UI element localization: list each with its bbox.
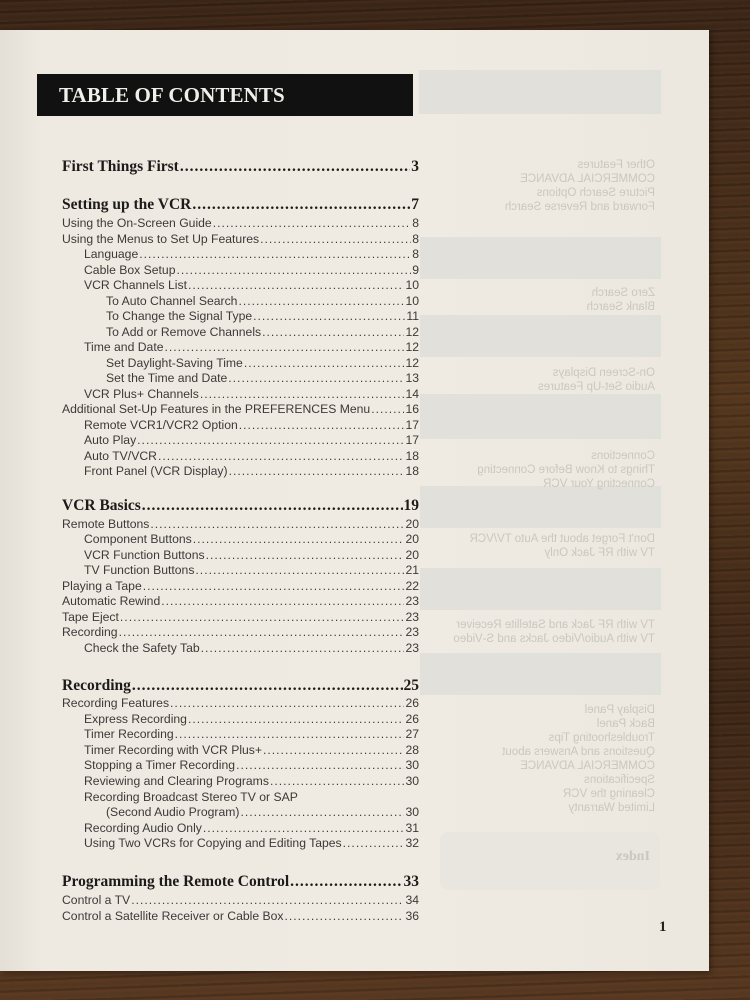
dot-leader xyxy=(131,893,404,907)
dot-leader xyxy=(119,625,405,639)
bleed-through-band xyxy=(420,653,661,695)
toc-entry[interactable]: Using the Menus to Set Up Features ..... 8 xyxy=(62,232,419,246)
toc-entry[interactable]: Timer Recording ..... 27 xyxy=(84,727,419,741)
dot-leader xyxy=(228,371,404,385)
dot-leader xyxy=(244,356,405,370)
dot-leader xyxy=(150,517,404,531)
toc-entry[interactable]: Auto TV/VCR ..... 18 xyxy=(84,449,419,463)
toc-entry[interactable]: Control a Satellite Receiver or Cable Box ..... 36 xyxy=(62,909,419,923)
dot-leader xyxy=(193,532,405,546)
dot-leader xyxy=(201,641,405,655)
dot-leader xyxy=(170,696,404,710)
dot-leader xyxy=(142,497,403,515)
dot-leader xyxy=(139,247,411,261)
toc-entry[interactable]: Language ..... 8 xyxy=(84,247,419,261)
bleed-through-text: TV with RF Jack and Satellite Receiver TV with Audio/Video Jacks and S-Video xyxy=(453,619,655,645)
toc-entry[interactable]: Front Panel (VCR Display) ..... 18 xyxy=(84,464,419,478)
dot-leader xyxy=(180,158,410,176)
dot-leader xyxy=(132,677,403,695)
toc-entry[interactable]: Recording Audio Only ..... 31 xyxy=(84,821,419,835)
dot-leader xyxy=(161,594,404,608)
toc-entry[interactable]: To Auto Channel Search ..... 10 xyxy=(106,294,419,308)
dot-leader xyxy=(285,909,405,923)
toc-chapter[interactable]: VCR Basics ..... 19 xyxy=(62,497,419,515)
dot-leader xyxy=(195,563,404,577)
dot-leader xyxy=(239,418,405,432)
bleed-through-text: Zero Search Blank Search xyxy=(586,287,655,313)
toc-chapter[interactable]: Programming the Remote Control ..... 33 xyxy=(62,873,419,891)
toc-entry[interactable]: Time and Date ..... 12 xyxy=(84,340,419,354)
bleed-through-text: Don't Forget about the Auto TV/VCR TV with RF Jack Only xyxy=(469,533,655,559)
toc-entry[interactable]: Auto Play ..... 17 xyxy=(84,433,419,447)
bleed-through-band xyxy=(420,394,661,439)
toc-entry[interactable]: VCR Function Buttons ..... 20 xyxy=(84,548,419,562)
dot-leader xyxy=(238,294,404,308)
toc-entry[interactable]: Recording Features ..... 26 xyxy=(62,696,419,710)
toc-entry[interactable]: Additional Set-Up Features in the PREFERENCES Menu ..... 16 xyxy=(62,402,419,416)
page-title-bar xyxy=(37,74,413,116)
toc-entry[interactable]: Automatic Rewind ..... 23 xyxy=(62,594,419,608)
toc-entry[interactable]: (Second Audio Program) ..... 30 xyxy=(106,805,419,819)
toc-entry[interactable]: Timer Recording with VCR Plus+ ..... 28 xyxy=(84,743,419,757)
dot-leader xyxy=(175,727,405,741)
toc-entry[interactable]: Component Buttons ..... 20 xyxy=(84,532,419,546)
dot-leader xyxy=(176,263,411,277)
dot-leader xyxy=(213,216,412,230)
toc-entry[interactable]: Tape Eject ..... 23 xyxy=(62,610,419,624)
dot-leader xyxy=(143,579,405,593)
dot-leader xyxy=(229,464,405,478)
dot-leader xyxy=(263,743,404,757)
dot-leader xyxy=(371,402,404,416)
toc-entry[interactable]: VCR Channels List ..... 10 xyxy=(84,278,419,292)
toc-entry[interactable]: Remote VCR1/VCR2 Option ..... 17 xyxy=(84,418,419,432)
bleed-through-band xyxy=(420,315,661,357)
dot-leader xyxy=(200,387,405,401)
dot-leader xyxy=(253,309,405,323)
page-title: TABLE OF CONTENTS xyxy=(59,83,285,107)
toc-entry[interactable]: Playing a Tape ..... 22 xyxy=(62,579,419,593)
toc-entry[interactable]: Using Two VCRs for Copying and Editing Tapes ..... 32 xyxy=(84,836,419,850)
toc-entry[interactable]: Cable Box Setup ..... 9 xyxy=(84,263,419,277)
dot-leader xyxy=(188,278,404,292)
toc-entry[interactable]: Express Recording ..... 26 xyxy=(84,712,419,726)
bleed-through-text: Index xyxy=(615,849,650,864)
toc-entry[interactable]: Stopping a Timer Recording ..... 30 xyxy=(84,758,419,772)
bleed-through-text: On-Screen Displays Audio Set-Up Features xyxy=(538,367,655,393)
toc-entry[interactable]: To Change the Signal Type ..... 11 xyxy=(106,309,419,323)
toc-entry[interactable]: Using the On-Screen Guide ..... 8 xyxy=(62,216,419,230)
dot-leader xyxy=(120,610,405,624)
toc-entry[interactable]: Control a TV ..... 34 xyxy=(62,893,419,907)
bleed-through-text: Connections Things to Know Before Connecting Connecting Your VCR xyxy=(477,450,655,490)
toc-entry[interactable]: Reviewing and Clearing Programs ..... 30 xyxy=(84,774,419,788)
toc-entry[interactable]: VCR Plus+ Channels ..... 14 xyxy=(84,387,419,401)
toc-chapter[interactable]: Setting up the VCR ..... 7 xyxy=(62,196,419,214)
dot-leader xyxy=(192,196,410,214)
toc-chapter[interactable]: Recording ..... 25 xyxy=(62,677,419,695)
page-number: 1 xyxy=(659,919,667,935)
dot-leader xyxy=(270,774,405,788)
bleed-through-band xyxy=(420,237,661,279)
toc-entry[interactable]: Recording Broadcast Stereo TV or SAP xyxy=(84,790,298,804)
dot-leader xyxy=(203,821,405,835)
dot-leader xyxy=(158,449,405,463)
bleed-through-band xyxy=(420,568,661,610)
toc-entry[interactable]: Set the Time and Date ..... 13 xyxy=(106,371,419,385)
bleed-through-band xyxy=(420,486,661,528)
dot-leader xyxy=(260,232,411,246)
bleed-through-text: Display Panel Back Panel Troubleshooting Tips Questions and Answers about COMMERCIAL ADVANCE Specifications Cleaning the VCR Limited Warranty xyxy=(502,704,655,814)
toc-entry[interactable]: To Add or Remove Channels ..... 12 xyxy=(106,325,419,339)
toc-chapter[interactable]: First Things First ..... 3 xyxy=(62,158,419,176)
dot-leader xyxy=(236,758,404,772)
manual-page xyxy=(0,30,709,971)
toc-entry[interactable]: Set Daylight-Saving Time ..... 12 xyxy=(106,356,419,370)
dot-leader xyxy=(262,325,404,339)
dot-leader xyxy=(343,836,405,850)
dot-leader xyxy=(240,805,404,819)
toc-entry[interactable]: Recording ..... 23 xyxy=(62,625,419,639)
dot-leader xyxy=(206,548,405,562)
dot-leader xyxy=(290,873,402,891)
toc-entry[interactable]: Remote Buttons ..... 20 xyxy=(62,517,419,531)
dot-leader xyxy=(188,712,404,726)
toc-entry[interactable]: Check the Safety Tab ..... 23 xyxy=(84,641,419,655)
dot-leader xyxy=(164,340,404,354)
bleed-through-text: Other Features COMMERCIAL ADVANCE Picture Search Options Forward and Reverse Search xyxy=(504,159,655,213)
bleed-through-band xyxy=(419,70,661,114)
toc-entry[interactable]: TV Function Buttons ..... 21 xyxy=(84,563,419,577)
dot-leader xyxy=(137,433,404,447)
